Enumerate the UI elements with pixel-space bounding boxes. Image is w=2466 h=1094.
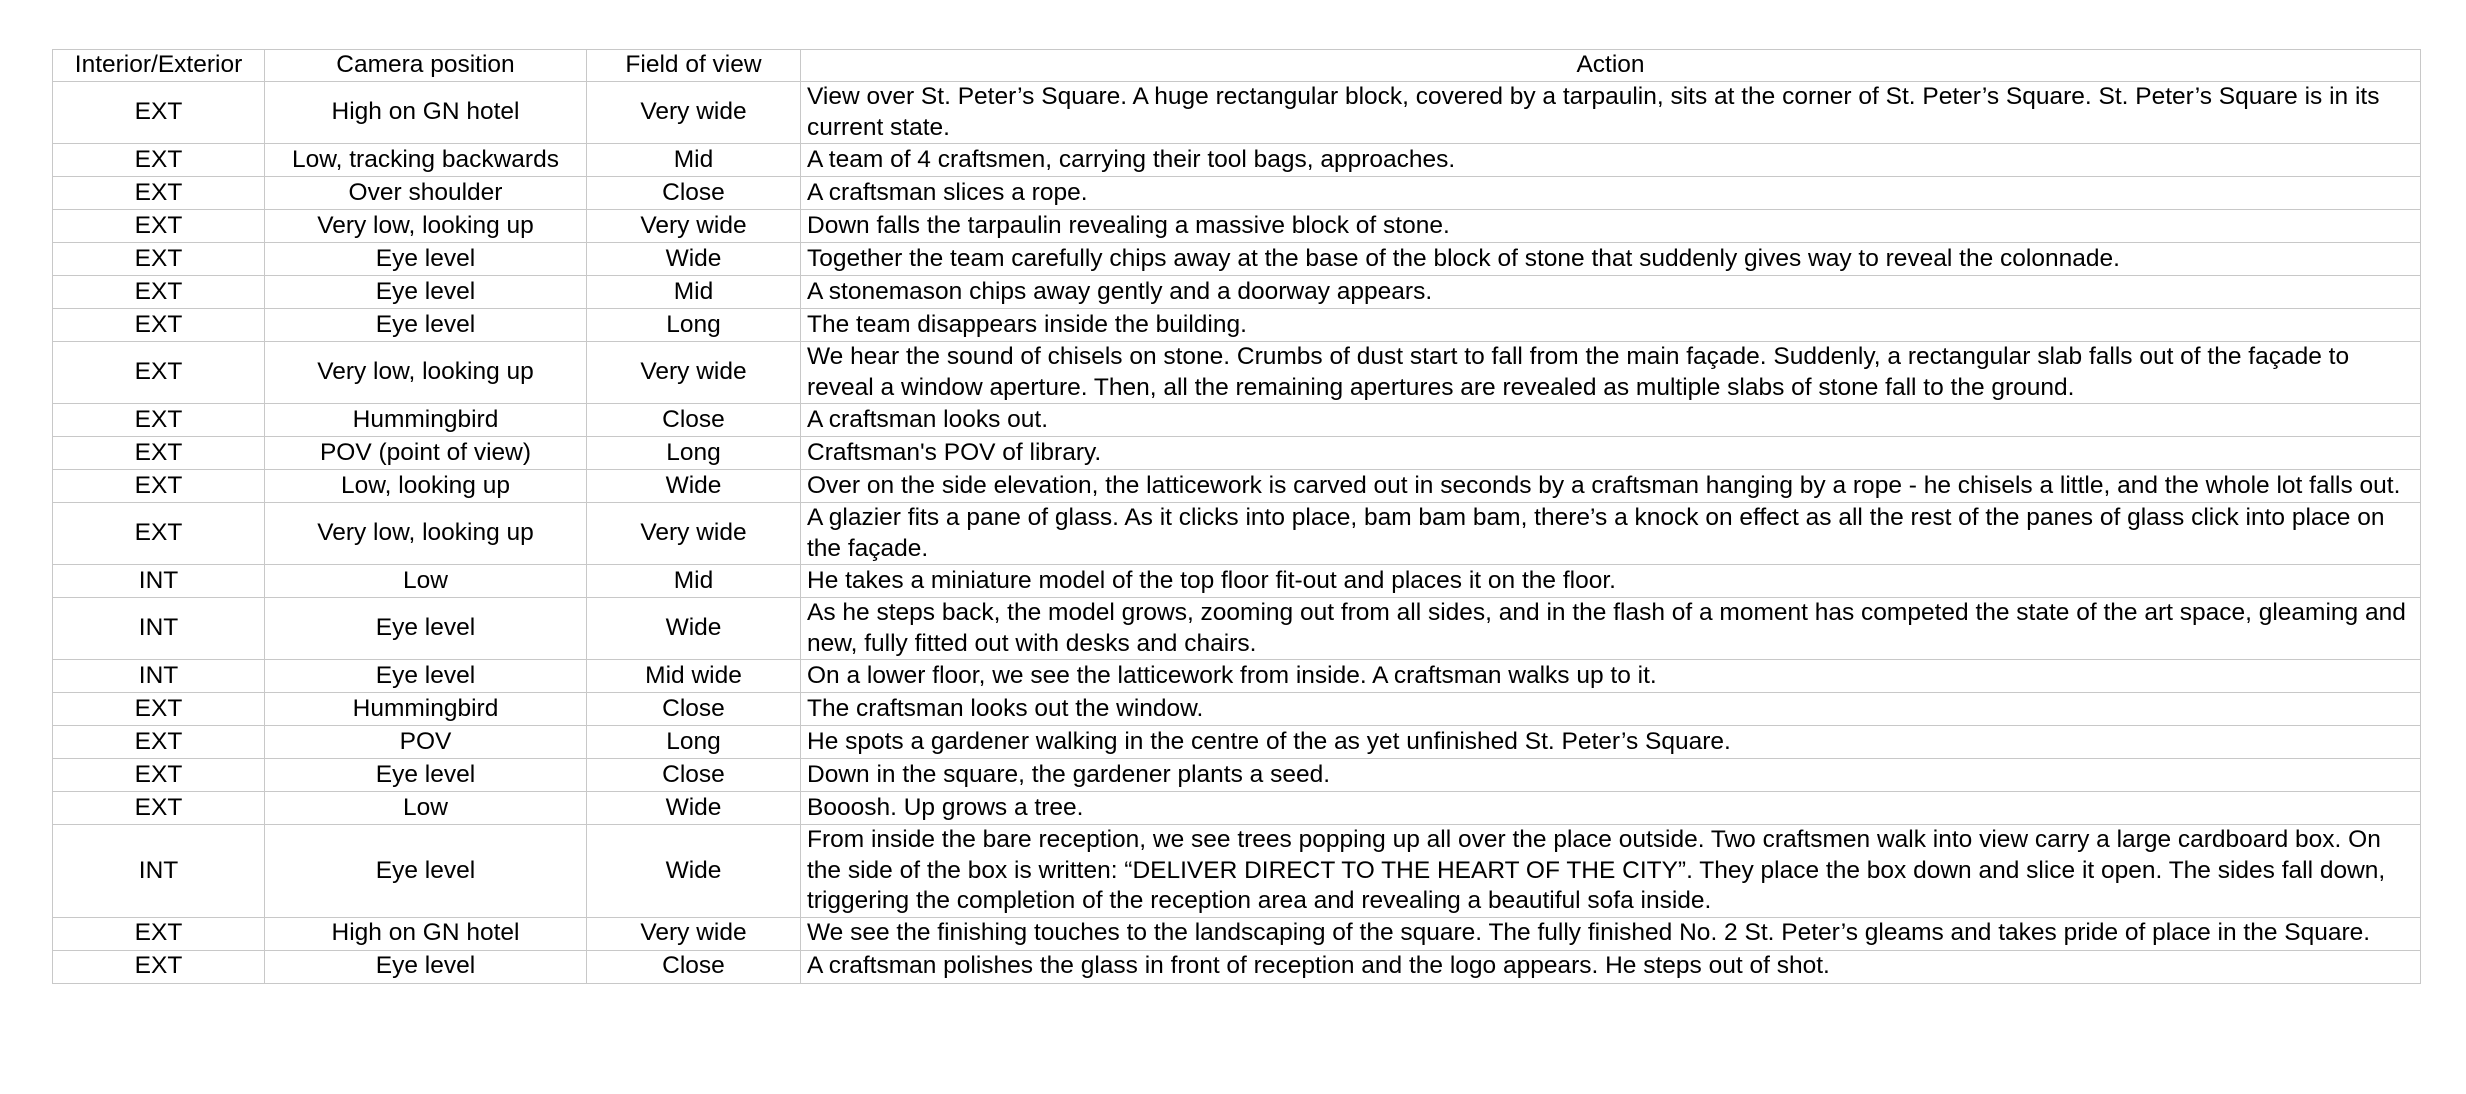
cell-camera-position: Very low, looking up <box>265 503 587 565</box>
table-row <box>53 598 2421 660</box>
table-row <box>53 437 2421 470</box>
shot-list-table <box>52 49 2421 984</box>
cell-interior-exterior: INT <box>53 660 265 693</box>
cell-camera-position: Over shoulder <box>265 177 587 210</box>
table-row <box>53 82 2421 144</box>
cell-camera-position: Low <box>265 565 587 598</box>
cell-action: View over St. Peter’s Square. A huge rectangular block, covered by a tarpaulin, sits at the corner of St. Peter’s Square. St. Peter’s Square is in its current state. <box>801 82 2421 144</box>
cell-interior-exterior: EXT <box>53 404 265 437</box>
cell-field-of-view: Mid <box>587 276 801 309</box>
table-row <box>53 144 2421 177</box>
cell-interior-exterior: EXT <box>53 144 265 177</box>
cell-action: Booosh. Up grows a tree. <box>801 792 2421 825</box>
table-row <box>53 503 2421 565</box>
cell-field-of-view: Long <box>587 726 801 759</box>
cell-interior-exterior: EXT <box>53 917 265 950</box>
cell-action: We hear the sound of chisels on stone. Crumbs of dust start to fall from the main façade. Suddenly, a rectangular slab falls out of the façade to reveal a window aperture. Then, all the remaining apertures are revealed as multiple slabs of stone fall to the ground. <box>801 342 2421 404</box>
table-row <box>53 825 2421 918</box>
cell-interior-exterior: INT <box>53 825 265 918</box>
header-interior-exterior: Interior/Exterior <box>53 50 265 82</box>
cell-action: On a lower floor, we see the latticework from inside. A craftsman walks up to it. <box>801 660 2421 693</box>
header-action: Action <box>801 50 2421 82</box>
cell-field-of-view: Very wide <box>587 342 801 404</box>
table-row <box>53 210 2421 243</box>
cell-action: A team of 4 craftsmen, carrying their tool bags, approaches. <box>801 144 2421 177</box>
cell-interior-exterior: EXT <box>53 210 265 243</box>
cell-camera-position: Hummingbird <box>265 404 587 437</box>
cell-interior-exterior: EXT <box>53 693 265 726</box>
table-row <box>53 243 2421 276</box>
cell-camera-position: Eye level <box>265 825 587 918</box>
shot-rows <box>53 82 2421 984</box>
cell-camera-position: Eye level <box>265 660 587 693</box>
cell-action: We see the finishing touches to the landscaping of the square. The fully finished No. 2 St. Peter’s gleams and takes pride of place in the Square. <box>801 917 2421 950</box>
cell-action: As he steps back, the model grows, zooming out from all sides, and in the flash of a moment has competed the state of the art space, gleaming and new, fully fitted out with desks and chairs. <box>801 598 2421 660</box>
table-row <box>53 693 2421 726</box>
cell-field-of-view: Mid wide <box>587 660 801 693</box>
table-row <box>53 660 2421 693</box>
cell-interior-exterior: EXT <box>53 276 265 309</box>
cell-action: Together the team carefully chips away at the base of the block of stone that suddenly gives way to reveal the colonnade. <box>801 243 2421 276</box>
cell-interior-exterior: INT <box>53 565 265 598</box>
cell-interior-exterior: EXT <box>53 503 265 565</box>
cell-action: From inside the bare reception, we see trees popping up all over the place outside. Two craftsmen walk into view carry a large cardboard box. On the side of the box is written: “DELIVER DIRECT TO THE HEART OF THE CITY”. They place the box down and slice it open. The sides fall down, triggering the completion of the reception area and revealing a beautiful sofa inside. <box>801 825 2421 918</box>
cell-field-of-view: Long <box>587 437 801 470</box>
cell-action: A glazier fits a pane of glass. As it clicks into place, bam bam bam, there’s a knock on effect as all the rest of the panes of glass click into place on the façade. <box>801 503 2421 565</box>
table-row <box>53 565 2421 598</box>
cell-interior-exterior: EXT <box>53 437 265 470</box>
cell-camera-position: Eye level <box>265 276 587 309</box>
table-row <box>53 470 2421 503</box>
cell-action: Down falls the tarpaulin revealing a massive block of stone. <box>801 210 2421 243</box>
cell-camera-position: Low, tracking backwards <box>265 144 587 177</box>
header-camera-position: Camera position <box>265 50 587 82</box>
cell-action: The team disappears inside the building. <box>801 309 2421 342</box>
cell-field-of-view: Wide <box>587 243 801 276</box>
table-row <box>53 276 2421 309</box>
cell-action: Down in the square, the gardener plants a seed. <box>801 759 2421 792</box>
cell-camera-position: Low, looking up <box>265 470 587 503</box>
table-row <box>53 917 2421 950</box>
table-row <box>53 404 2421 437</box>
cell-field-of-view: Close <box>587 177 801 210</box>
cell-interior-exterior: EXT <box>53 82 265 144</box>
cell-interior-exterior: EXT <box>53 950 265 983</box>
cell-interior-exterior: EXT <box>53 177 265 210</box>
cell-action: He spots a gardener walking in the centre of the as yet unfinished St. Peter’s Square. <box>801 726 2421 759</box>
cell-field-of-view: Mid <box>587 144 801 177</box>
cell-field-of-view: Close <box>587 693 801 726</box>
cell-field-of-view: Wide <box>587 598 801 660</box>
cell-interior-exterior: EXT <box>53 759 265 792</box>
cell-camera-position: Eye level <box>265 759 587 792</box>
cell-camera-position: Eye level <box>265 243 587 276</box>
cell-camera-position: Eye level <box>265 950 587 983</box>
cell-camera-position: High on GN hotel <box>265 82 587 144</box>
table-row <box>53 309 2421 342</box>
cell-camera-position: High on GN hotel <box>265 917 587 950</box>
table-row <box>53 950 2421 983</box>
table-row <box>53 177 2421 210</box>
cell-camera-position: Very low, looking up <box>265 210 587 243</box>
cell-camera-position: Hummingbird <box>265 693 587 726</box>
cell-interior-exterior: INT <box>53 598 265 660</box>
cell-camera-position: Eye level <box>265 598 587 660</box>
cell-interior-exterior: EXT <box>53 342 265 404</box>
cell-interior-exterior: EXT <box>53 792 265 825</box>
cell-field-of-view: Close <box>587 950 801 983</box>
cell-action: The craftsman looks out the window. <box>801 693 2421 726</box>
cell-field-of-view: Wide <box>587 792 801 825</box>
cell-field-of-view: Wide <box>587 470 801 503</box>
cell-camera-position: POV <box>265 726 587 759</box>
cell-field-of-view: Long <box>587 309 801 342</box>
cell-camera-position: POV (point of view) <box>265 437 587 470</box>
table-row <box>53 342 2421 404</box>
cell-action: Craftsman's POV of library. <box>801 437 2421 470</box>
table-row <box>53 759 2421 792</box>
table-row <box>53 726 2421 759</box>
cell-action: He takes a miniature model of the top floor fit-out and places it on the floor. <box>801 565 2421 598</box>
table-row <box>53 792 2421 825</box>
cell-action: A stonemason chips away gently and a doorway appears. <box>801 276 2421 309</box>
cell-interior-exterior: EXT <box>53 243 265 276</box>
cell-field-of-view: Very wide <box>587 82 801 144</box>
cell-field-of-view: Very wide <box>587 210 801 243</box>
cell-action: A craftsman slices a rope. <box>801 177 2421 210</box>
cell-action: A craftsman polishes the glass in front of reception and the logo appears. He steps out of shot. <box>801 950 2421 983</box>
cell-field-of-view: Close <box>587 404 801 437</box>
cell-interior-exterior: EXT <box>53 470 265 503</box>
cell-interior-exterior: EXT <box>53 726 265 759</box>
header-field-of-view: Field of view <box>587 50 801 82</box>
cell-field-of-view: Wide <box>587 825 801 918</box>
cell-camera-position: Very low, looking up <box>265 342 587 404</box>
cell-interior-exterior: EXT <box>53 309 265 342</box>
cell-camera-position: Low <box>265 792 587 825</box>
cell-action: Over on the side elevation, the latticework is carved out in seconds by a craftsman hanging by a rope - he chisels a little, and the whole lot falls out. <box>801 470 2421 503</box>
cell-action: A craftsman looks out. <box>801 404 2421 437</box>
cell-field-of-view: Very wide <box>587 917 801 950</box>
header-row <box>53 50 2421 82</box>
cell-field-of-view: Mid <box>587 565 801 598</box>
cell-camera-position: Eye level <box>265 309 587 342</box>
cell-field-of-view: Close <box>587 759 801 792</box>
cell-field-of-view: Very wide <box>587 503 801 565</box>
